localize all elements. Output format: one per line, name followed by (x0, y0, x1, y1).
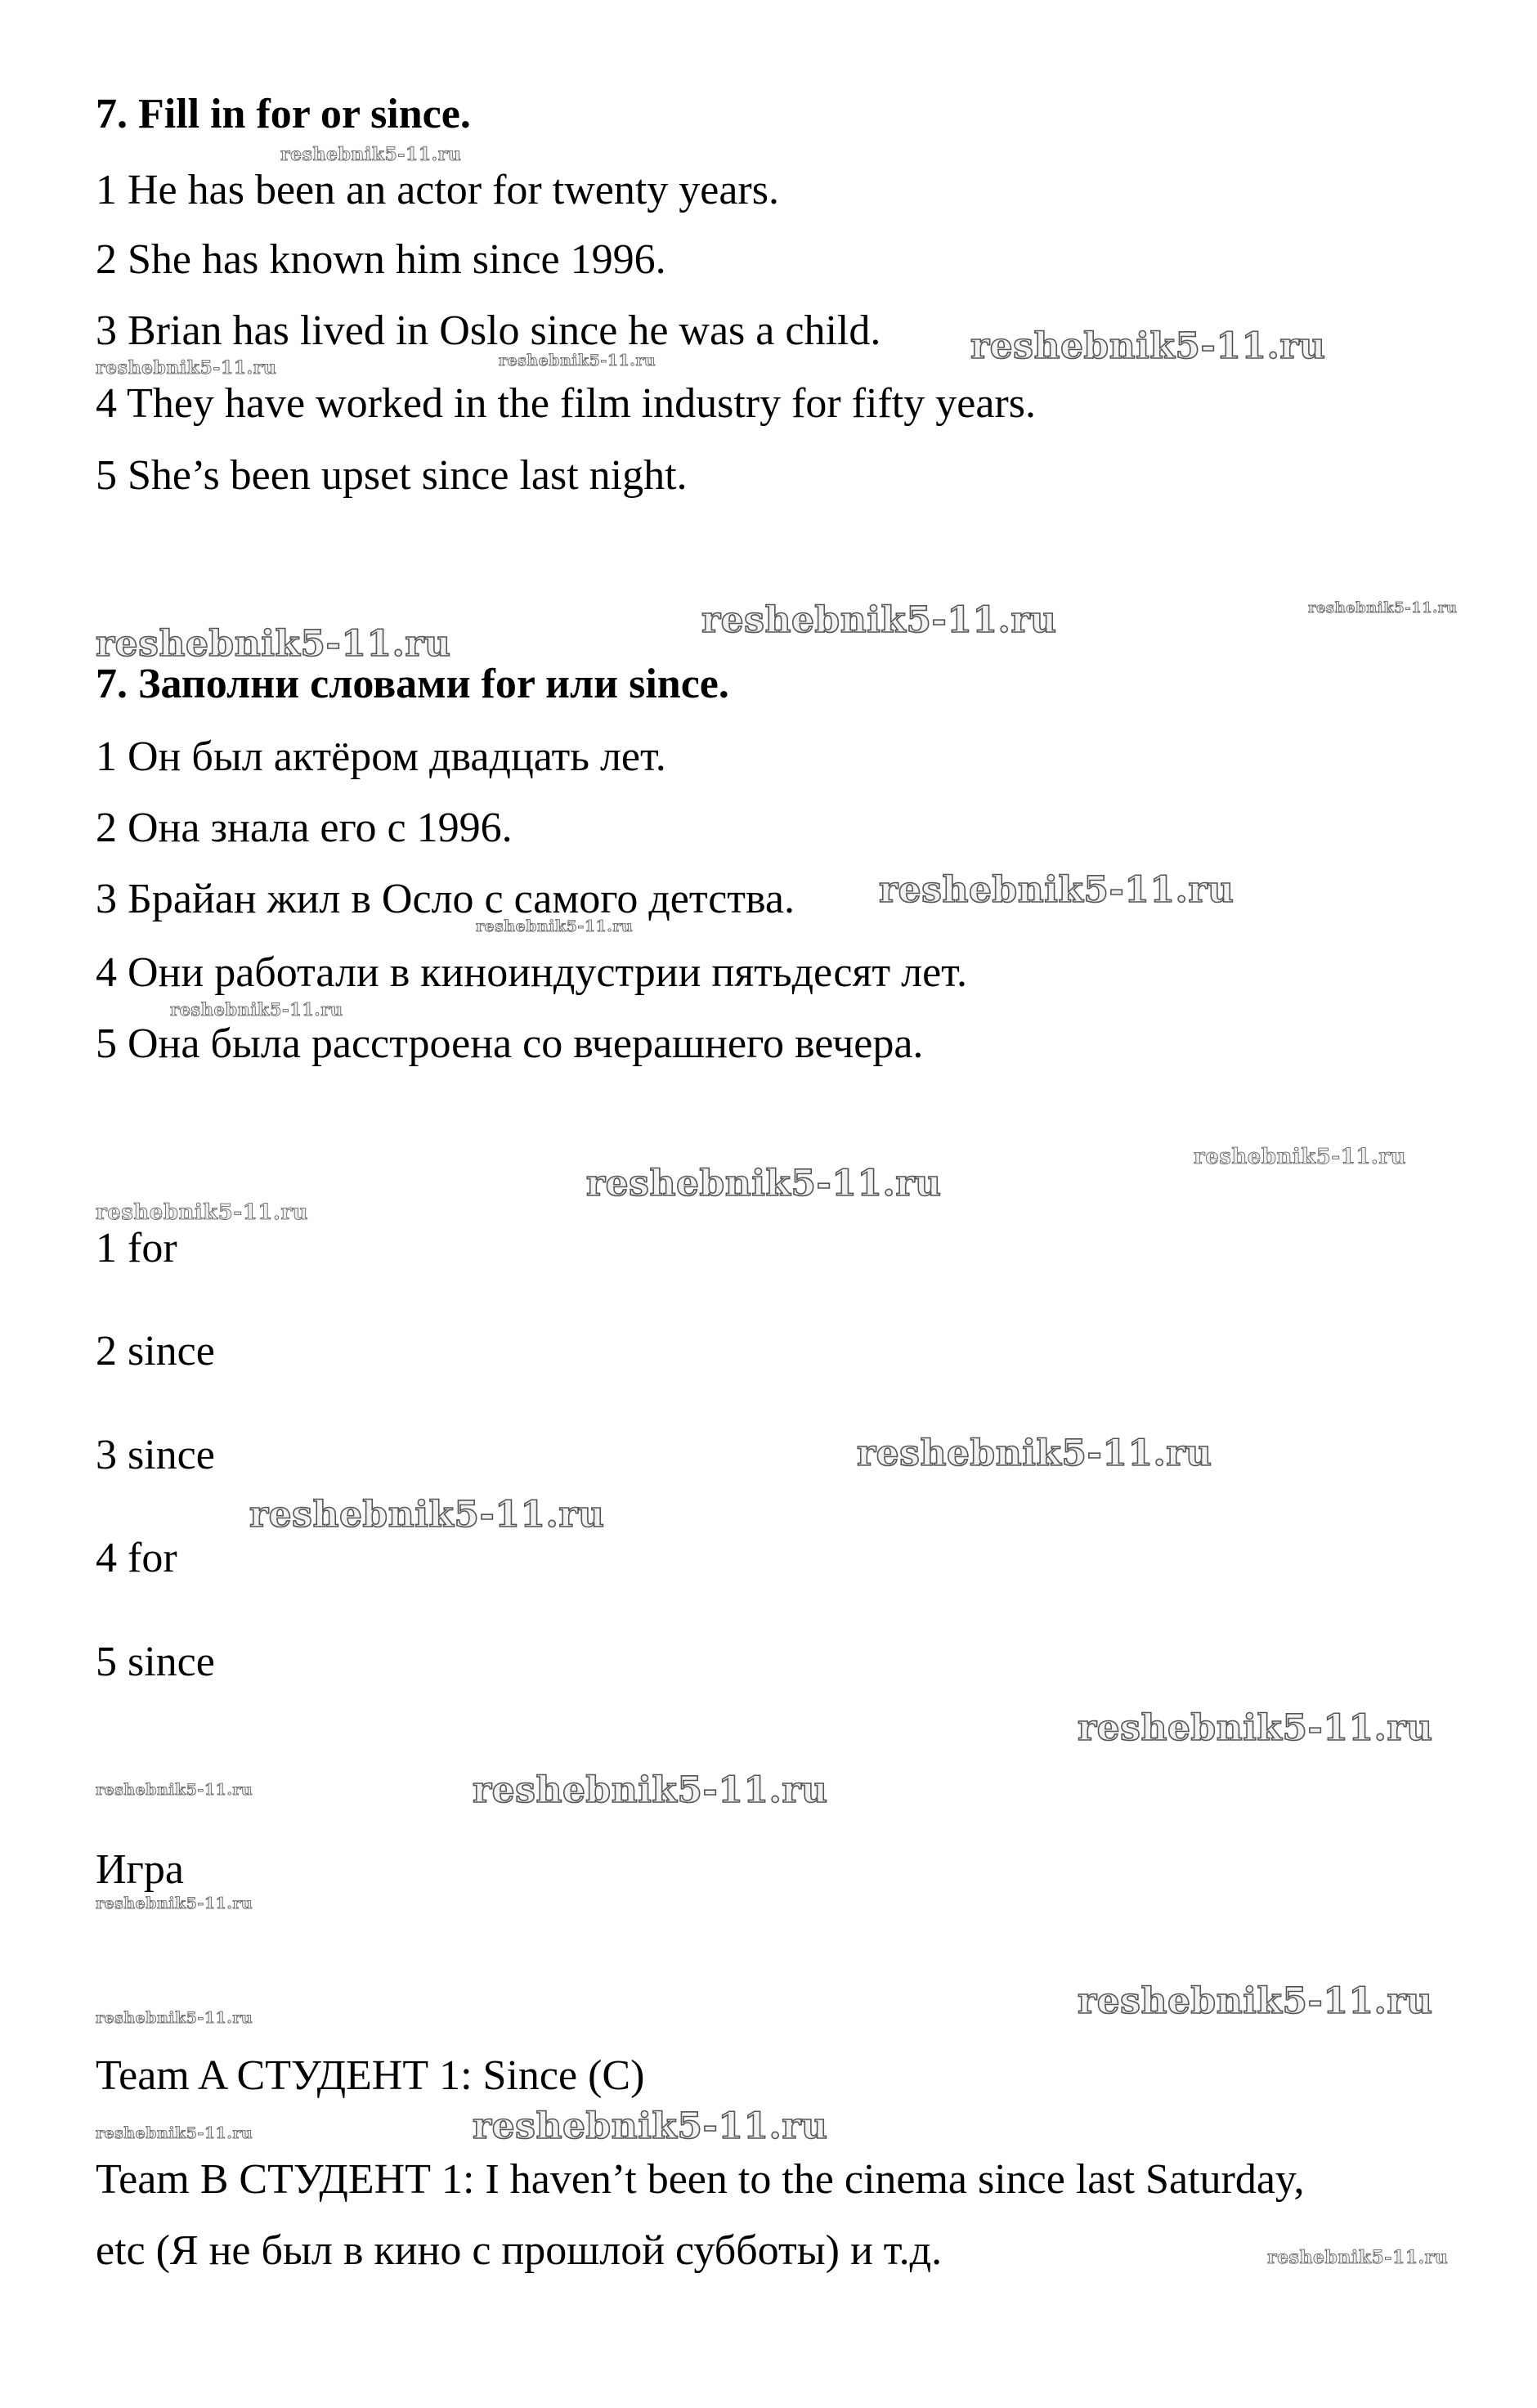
game-line-3: etc (Я не был в кино с прошлой субботы) и т.д. (96, 2227, 943, 2274)
watermark: reshebnik5-11.ru (249, 1494, 605, 1536)
watermark: reshebnik5-11.ru (879, 869, 1235, 911)
russian-task-heading: 7. Заполни словами for или since. (96, 661, 729, 707)
watermark: reshebnik5-11.ru (476, 917, 634, 935)
english-sentence-3: 3 Brian has lived in Oslo since he was a child. (96, 307, 881, 354)
russian-sentence-2: 2 Она знала его с 1996. (96, 805, 513, 851)
watermark: reshebnik5-11.ru (1267, 2247, 1449, 2268)
watermark: reshebnik5-11.ru (96, 357, 277, 379)
english-task-heading: 7. Fill in for or since. (96, 91, 471, 137)
watermark: reshebnik5-11.ru (1194, 1145, 1407, 1169)
watermark: reshebnik5-11.ru (1308, 599, 1458, 617)
russian-sentence-3: 3 Брайан жил в Осло с самого детства. (96, 876, 795, 922)
watermark: reshebnik5-11.ru (857, 1433, 1212, 1474)
game-line-1: Team A СТУДЕНТ 1: Since (C) (96, 2052, 645, 2099)
watermark: reshebnik5-11.ru (586, 1163, 942, 1204)
watermark: reshebnik5-11.ru (96, 623, 451, 665)
watermark: reshebnik5-11.ru (473, 2105, 828, 2147)
russian-sentence-5: 5 Она была расстроена со вчерашнего вечера. (96, 1020, 924, 1067)
watermark: reshebnik5-11.ru (473, 1769, 828, 1811)
answer-5: 5 since (96, 1639, 215, 1685)
answer-4: 4 for (96, 1535, 177, 1581)
watermark: reshebnik5-11.ru (96, 1895, 253, 1912)
russian-sentence-1: 1 Он был актёром двадцать лет. (96, 733, 666, 780)
watermark: reshebnik5-11.ru (701, 599, 1057, 641)
watermark: reshebnik5-11.ru (96, 2009, 253, 2027)
answer-1: 1 for (96, 1225, 177, 1271)
answer-2: 2 since (96, 1328, 215, 1374)
watermark: reshebnik5-11.ru (1078, 1980, 1433, 2022)
watermark: reshebnik5-11.ru (96, 1781, 253, 1799)
english-sentence-1: 1 He has been an actor for twenty years. (96, 167, 779, 213)
watermark: reshebnik5-11.ru (970, 325, 1326, 367)
watermark: reshebnik5-11.ru (170, 999, 343, 1020)
russian-sentence-4: 4 Они работали в киноиндустрии пятьдесят лет. (96, 949, 967, 996)
watermark: reshebnik5-11.ru (499, 352, 656, 370)
english-sentence-2: 2 She has known him since 1996. (96, 236, 666, 283)
watermark: reshebnik5-11.ru (96, 1200, 309, 1225)
watermark: reshebnik5-11.ru (1078, 1707, 1433, 1749)
game-title: Игра (96, 1846, 184, 1893)
watermark: reshebnik5-11.ru (280, 144, 462, 165)
watermark: reshebnik5-11.ru (96, 2124, 253, 2142)
english-sentence-5: 5 She’s been upset since last night. (96, 452, 688, 499)
answer-3: 3 since (96, 1432, 215, 1478)
game-line-2: Team B СТУДЕНТ 1: I haven’t been to the cinema since last Saturday, (96, 2156, 1305, 2203)
english-sentence-4: 4 They have worked in the film industry for fifty years. (96, 380, 1036, 427)
